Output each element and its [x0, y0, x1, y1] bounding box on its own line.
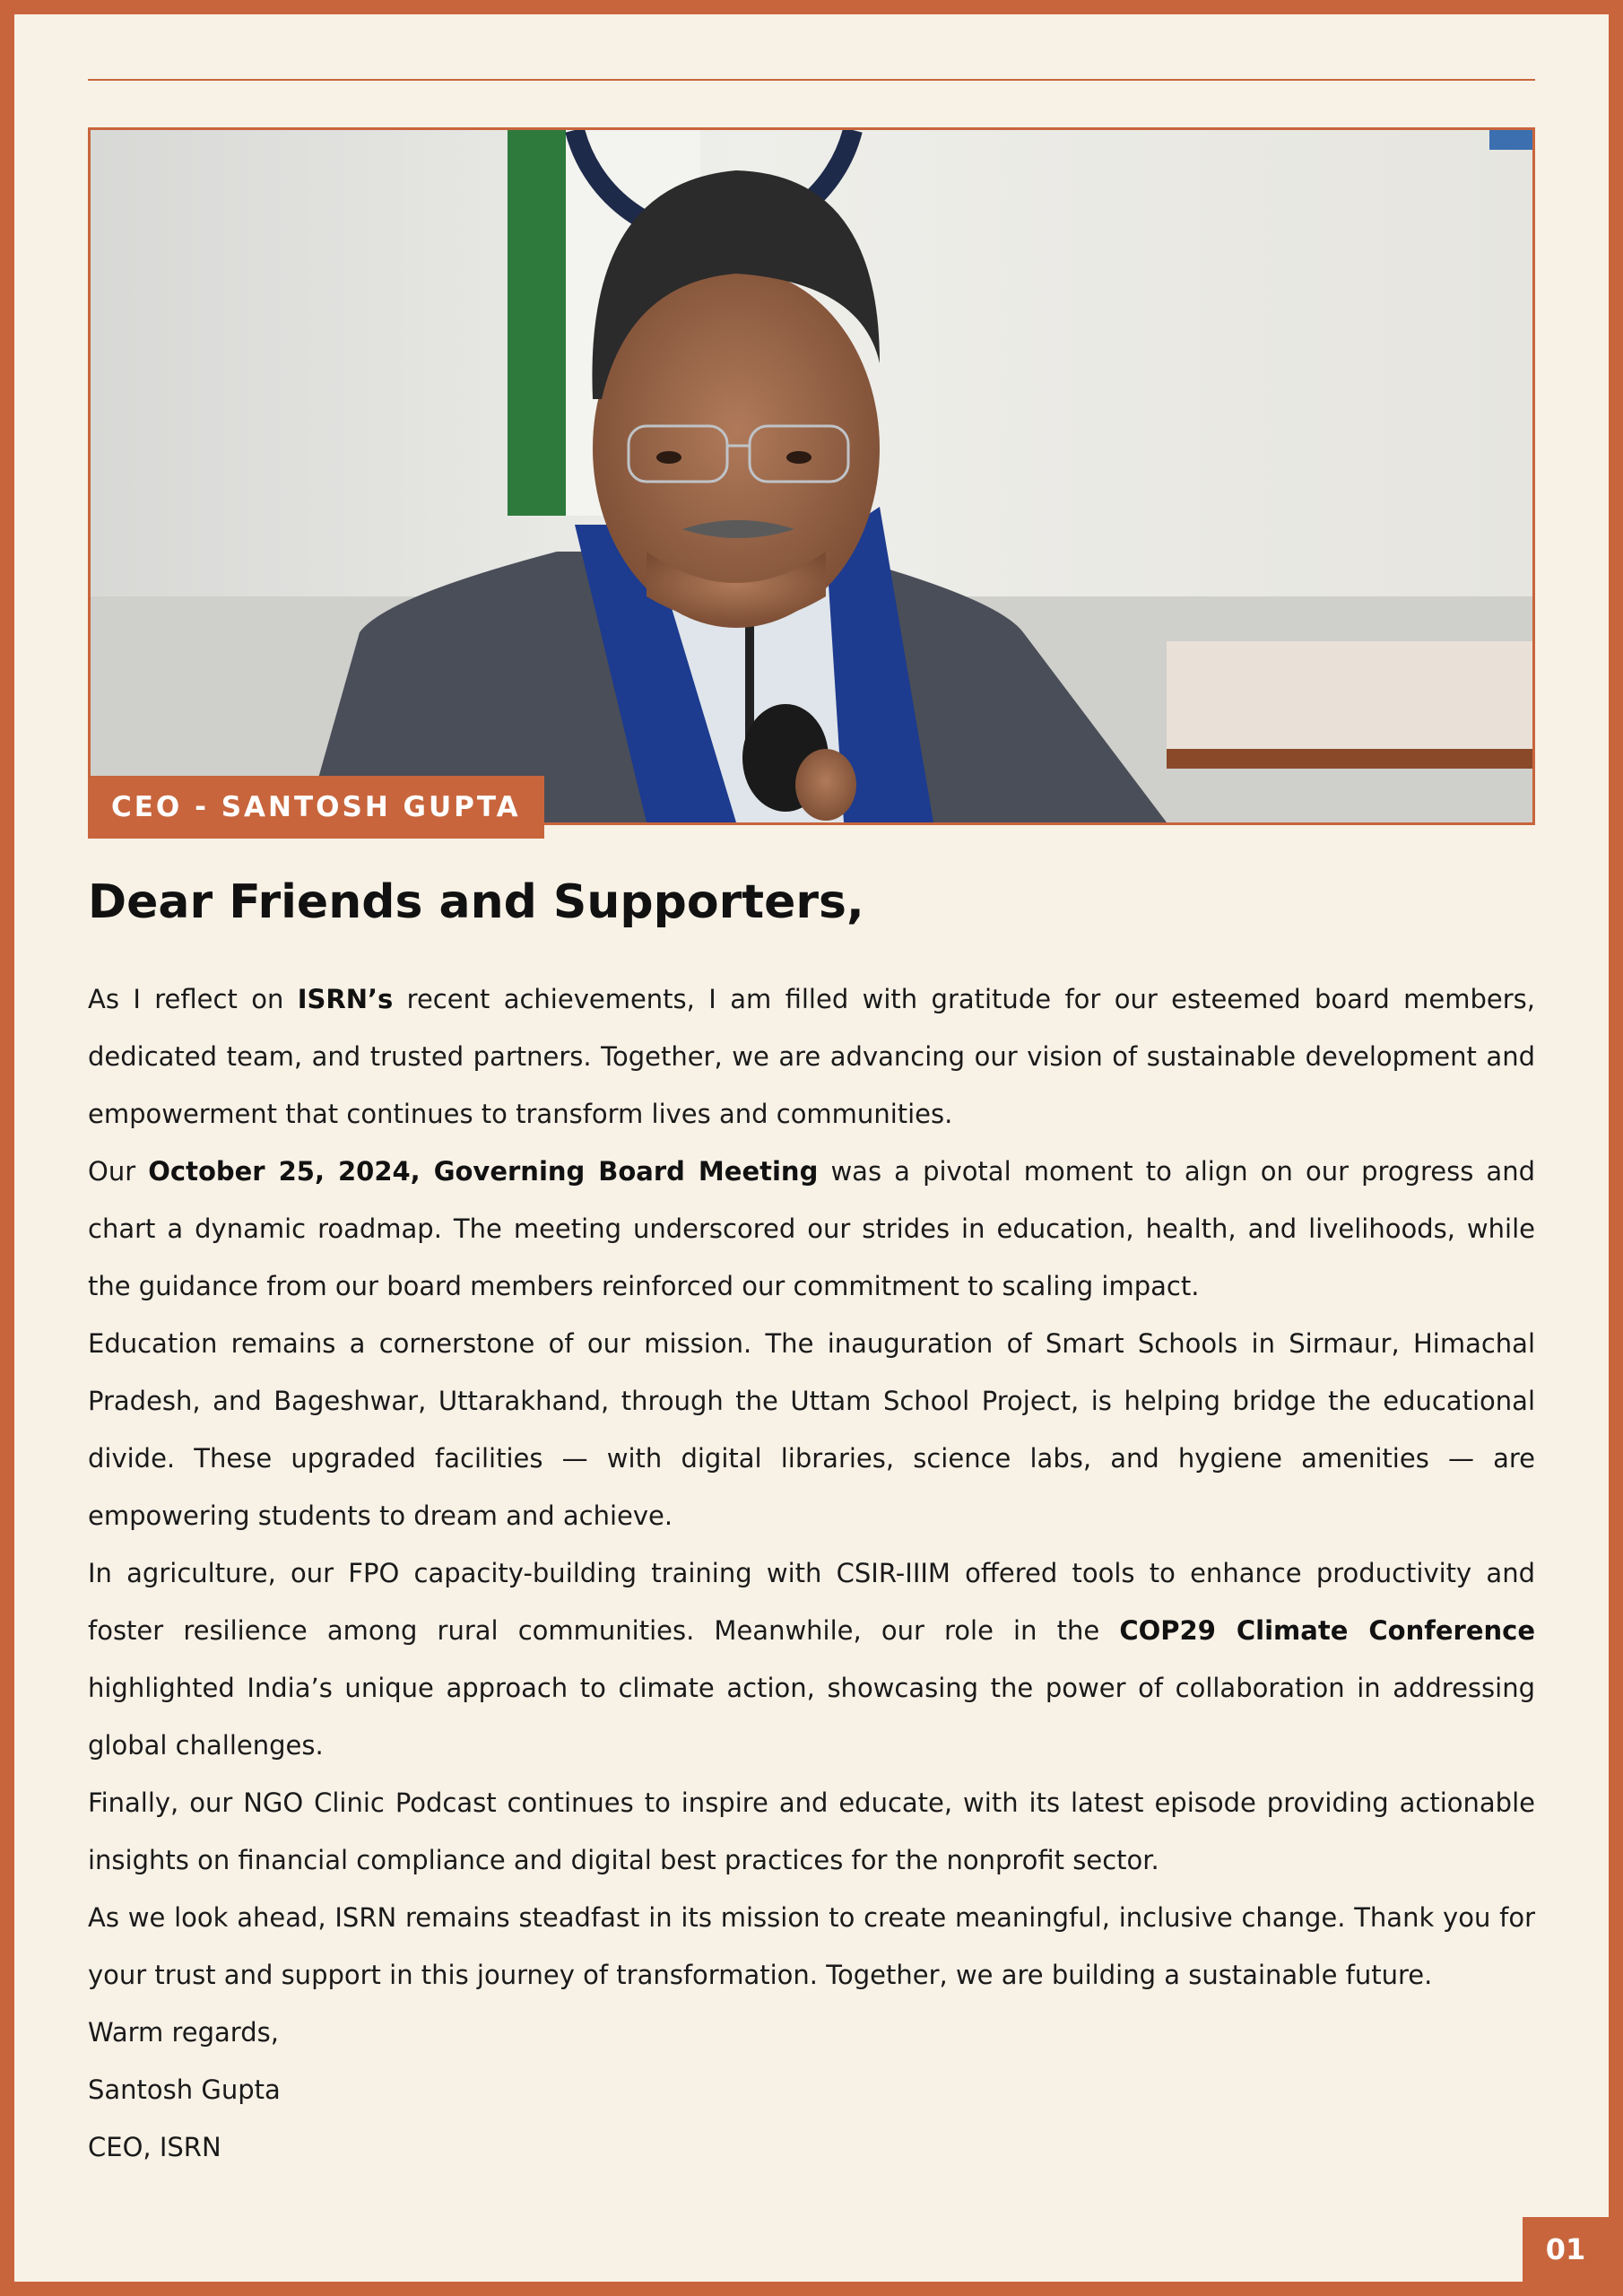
photo-caption: CEO - SANTOSH GUPTA: [88, 776, 544, 839]
letter-page: [14, 14, 1609, 2282]
paragraph-closing: As we look ahead, ISRN remains steadfast in its mission to create meaningful, inclusive change. Thank you for your trust and support in this journey of transformation. Together, we are building a sustainable future.: [88, 1902, 1535, 1990]
page-number: 01: [1523, 2217, 1609, 2282]
emphasis-board-meeting: October 25, 2024, Governing Board Meeting: [148, 1156, 819, 1187]
signoff-name: Santosh Gupta: [88, 2074, 281, 2105]
ceo-portrait-illustration: [91, 130, 1532, 822]
signoff-closing: Warm regards,: [88, 2017, 279, 2048]
emphasis-isrn: ISRN’s: [297, 984, 394, 1014]
letter-greeting: Dear Friends and Supporters,: [88, 875, 864, 929]
paragraph-podcast: Finally, our NGO Clinic Podcast continues to inspire and educate, with its latest episode providing actionable insights on financial compliance and digital best practices for the nonprofit sector.: [88, 1787, 1535, 1875]
paragraph-achievements: As I reflect on ISRN’s recent achievements, I am filled with gratitude for our esteemed board members, dedicated team, and trusted partners. Together, we are advancing our vision of sustainable development and empowerment that continues to transform lives and communities.: [88, 984, 1535, 1129]
paragraph-education: Education remains a cornerstone of our mission. The inauguration of Smart Schools in Sirmaur, Himachal Pradesh, and Bageshwar, Uttarakhand, through the Uttam School Project, is helping bridge the educational divide. These upgraded facilities — with digital libraries, science labs, and hygiene amenities — are empowering students to dream and achieve.: [88, 1328, 1535, 1531]
paragraph-board-meeting: Our October 25, 2024, Governing Board Meeting was a pivotal moment to align on our progress and chart a dynamic roadmap. The meeting underscored our strides in education, health, and livelihoods, while the guidance from our board members reinforced our commitment to scaling impact.: [88, 1156, 1535, 1301]
emphasis-cop29: COP29 Climate Conference: [1119, 1615, 1535, 1646]
paragraph-agriculture: In agriculture, our FPO capacity-building training with CSIR-IIIM offered tools to enhance productivity and foster resilience among rural communities. Meanwhile, our role in the COP29 Climate Conference highlighted India’s unique approach to climate action, showcasing the power of collaboration in addressing global challenges.: [88, 1558, 1535, 1761]
ceo-photo: [88, 127, 1535, 825]
top-divider: [88, 79, 1535, 81]
letter-body: [88, 970, 1535, 2176]
signoff-title: CEO, ISRN: [88, 2132, 221, 2162]
